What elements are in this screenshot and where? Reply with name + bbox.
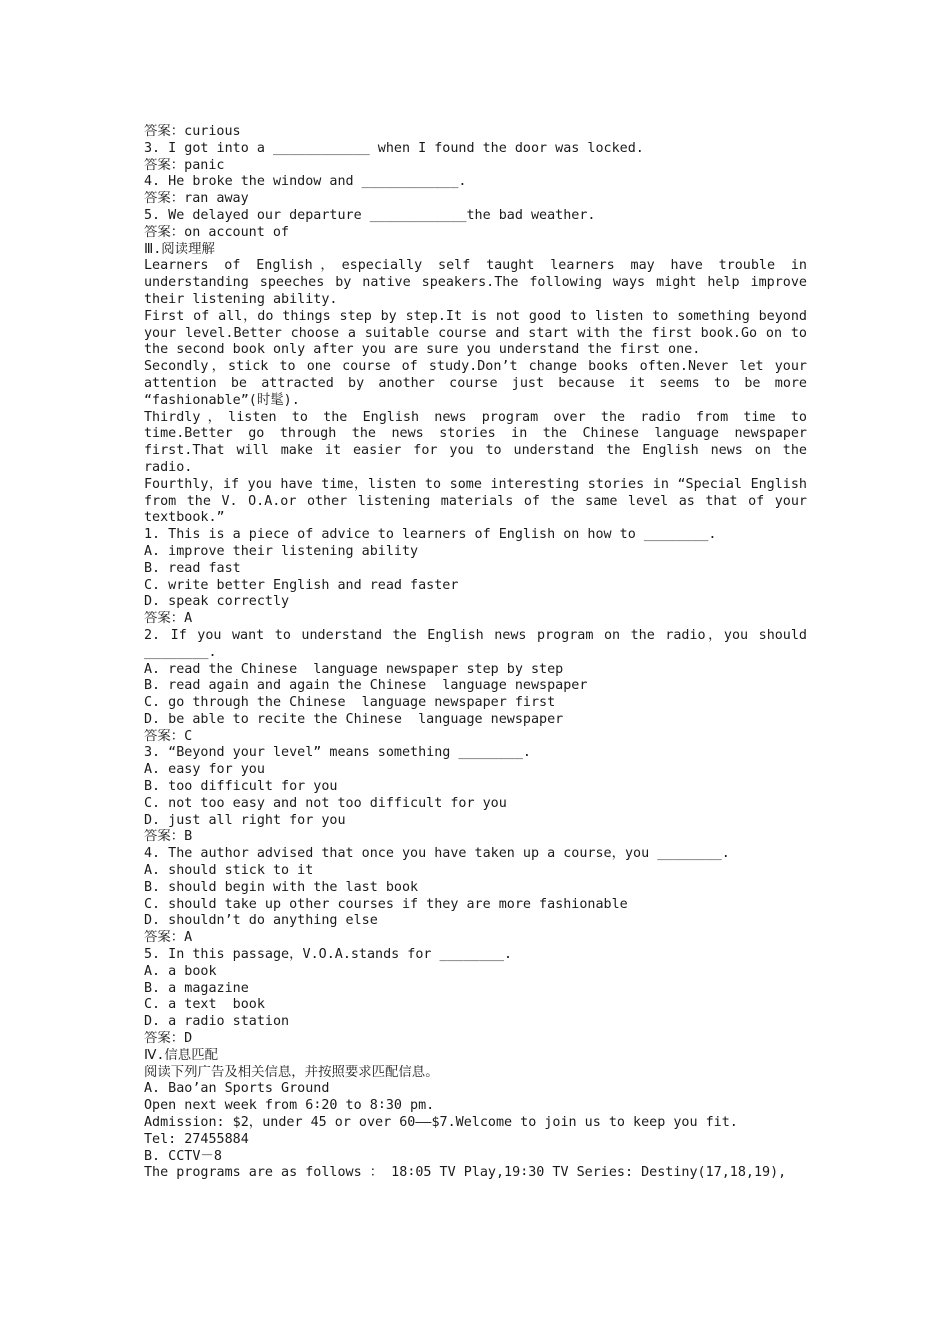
question-text: 3. I got into a bbox=[144, 140, 273, 156]
paragraph: Thirdly，listen to the English news program over the radio from time to time.Better go through the news stories in the Chinese language newspaper first.That will make it easier for you to understand the English news on the radio. bbox=[144, 409, 807, 475]
text-line: A. easy for you bbox=[144, 762, 265, 778]
text-line: B. should begin with the last book bbox=[144, 879, 419, 895]
text-line: C. should take up other courses if they are more fashionable bbox=[144, 896, 628, 912]
answer-blank: ____________ bbox=[369, 207, 467, 223]
text-line: D. shouldn’t do anything else bbox=[144, 913, 378, 929]
question-line bbox=[144, 141, 807, 158]
text-line: Admission: $2，under 45 or over 60——$7.Welcome to join us to keep you fit. bbox=[144, 1115, 738, 1131]
question-text-end: when I found the door was locked. bbox=[369, 140, 644, 156]
text-line: C. a text book bbox=[144, 997, 265, 1013]
text-line: A. should stick to it bbox=[144, 863, 314, 879]
text-line: Ⅲ.阅读理解 bbox=[144, 241, 215, 257]
paragraph: Fourthly，if you have time，listen to some interesting stories in “Special English from the V. O.A.or other listening materials of the same level as that of your textbook.” bbox=[144, 476, 807, 526]
text-line: 答案：panic bbox=[144, 157, 225, 173]
text-line: B. CCTV－8 bbox=[144, 1148, 222, 1164]
text-line: 答案：A bbox=[144, 611, 193, 627]
text-line: A. improve their listening ability bbox=[144, 543, 419, 559]
text-line: 答案：D bbox=[144, 1031, 193, 1047]
paragraph: Learners of English，especially self taught learners may have trouble in understanding speeches by native speakers.The following ways might help improve their listening ability. bbox=[144, 258, 807, 307]
text-line: 答案：on account of bbox=[144, 224, 289, 240]
question-text: 4. He broke the window and bbox=[144, 174, 362, 190]
text-line: Tel: 27455884 bbox=[144, 1131, 249, 1147]
text-line: D. a radio station bbox=[144, 1014, 290, 1030]
question-text: 5. We delayed our departure bbox=[144, 207, 370, 223]
paragraph: 2. If you want to understand the English news program on the radio，you should ________. bbox=[144, 627, 807, 660]
text-line: A. read the Chinese language newspaper step by step bbox=[144, 661, 564, 677]
text-line: 5. In this passage，V.O.A.stands for ________. bbox=[144, 947, 513, 963]
text-line: 1. This is a piece of advice to learners of English on how to ________. bbox=[144, 527, 717, 543]
text-line: Open next week from 6∶20 to 8∶30 pm. bbox=[144, 1098, 435, 1114]
question-text-end: the bad weather. bbox=[466, 207, 596, 223]
question-line bbox=[144, 174, 807, 191]
text-line: B. read fast bbox=[144, 560, 241, 576]
text-line: 答案：A bbox=[144, 930, 193, 946]
question-text-end: . bbox=[458, 174, 467, 190]
text-line: D. just all right for you bbox=[144, 812, 346, 828]
paragraph: Secondly，stick to one course of study.Don’t change books often.Never let your attention be attracted by another course just because it seems to be more “fashionable”(时髦). bbox=[144, 359, 807, 408]
text-line: 答案：curious bbox=[144, 124, 241, 139]
text-line: A. Bao’an Sports Ground bbox=[144, 1081, 330, 1097]
text-line: D. speak correctly bbox=[144, 594, 290, 610]
text-line: C. write better English and read faster bbox=[144, 577, 459, 593]
text-line: 答案：B bbox=[144, 829, 193, 845]
document-page bbox=[144, 124, 807, 1182]
text-line: B. read again and again the Chinese language newspaper bbox=[144, 678, 588, 694]
text-line: B. too difficult for you bbox=[144, 779, 338, 795]
text-line: Ⅳ.信息匹配 bbox=[144, 1047, 218, 1063]
text-line: C. go through the Chinese language newspaper first bbox=[144, 695, 556, 711]
paragraph: First of all，do things step by step.It is not good to listen to something beyond your level.Better choose a suitable course and start with the first book.Go on to the second book only after you are sure you understand the first one. bbox=[144, 308, 807, 358]
text-line: C. not too easy and not too difficult for you bbox=[144, 795, 507, 811]
answer-blank: ____________ bbox=[361, 174, 459, 190]
text-line: 答案：C bbox=[144, 728, 193, 744]
text-line: 4. The author advised that once you have taken up a course，you ________. bbox=[144, 846, 730, 862]
paragraph: The programs are as follows ： 18∶05 TV Play,19∶30 TV Series: Destiny(17,18,19), bbox=[144, 1165, 787, 1181]
text-line: 3. “Beyond your level” means something ________. bbox=[144, 745, 531, 761]
answer-blank: ____________ bbox=[273, 140, 370, 156]
text-line: A. a book bbox=[144, 963, 217, 979]
text-line: 答案：ran away bbox=[144, 191, 249, 207]
text-line: D. be able to recite the Chinese language newspaper bbox=[144, 711, 564, 727]
question-line bbox=[144, 208, 807, 225]
text-line: 阅读下列广告及相关信息，并按照要求匹配信息。 bbox=[144, 1064, 439, 1080]
text-line: B. a magazine bbox=[144, 980, 249, 996]
